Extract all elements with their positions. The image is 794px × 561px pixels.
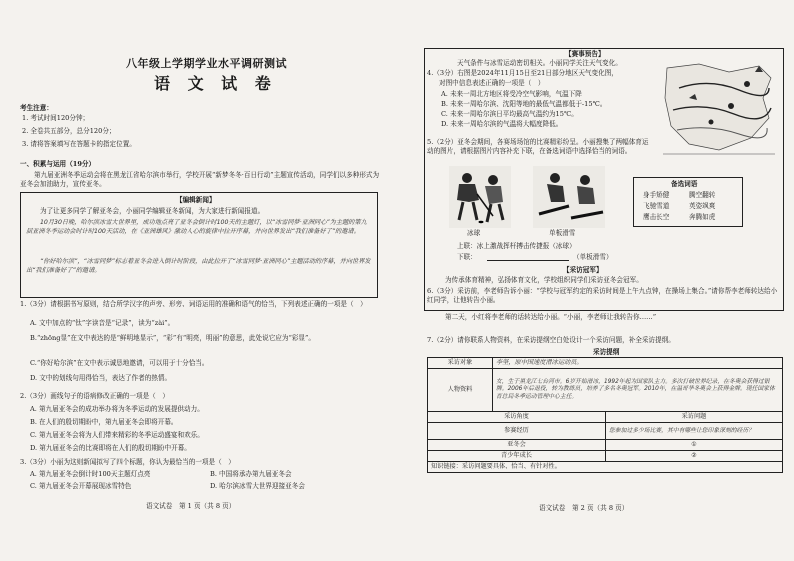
q4-option-d: D. 未来一周哈尔滨的气温将大幅度降低。 <box>441 120 563 128</box>
interview-lead: 为传承体育精神，弘扬体育文化，学校组织同学们采访亚冬会冠军。 <box>445 276 643 284</box>
q4-option-c: C. 未来一周哈尔滨日平均最高气温约为15℃。 <box>441 110 578 118</box>
question-6b: 第二天，小红将李老师的话转达给小丽。“小丽，李老师让我转告你……” <box>445 313 657 321</box>
question-1: 1.（3分）请根据书写原则，结合所学汉字的声旁、形旁、词语运用的准确和语气的恰当，下列表述正确的一项是（ ） <box>20 300 367 308</box>
q2-option-c: C. 第九届亚冬会将为人们带来精彩的冬季运动盛宴和欢乐。 <box>30 431 204 439</box>
obj-value: 李坚，原中国速度滑冰运动员。 <box>493 358 783 369</box>
q3-option-b: B. 中国将承办第九届亚冬会 <box>210 470 292 478</box>
bio-value: 女，生于黑龙江七台河市。6岁开始滑冰，1992年起为国家队主力。多次打破世界纪录，在冬奥会获得过银牌。2006年后退役，转为教练员，培养了多名冬奥冠军。2010年，在温哥华冬奥会上获得金牌。现任国家体育总局冬季运动管理中心主任。 <box>493 369 783 412</box>
row-1-question: 您参加过多少场比赛，其中有哪些让您印象深刻的经历？ <box>606 423 783 440</box>
couplet-lower-blank[interactable] <box>487 260 569 261</box>
obj-label: 采访对象 <box>428 358 493 369</box>
exam-subtitle: 语 文 试 卷 <box>154 74 277 93</box>
page-2-footer: 语文试卷 第 2 页（共 8 页） <box>539 504 629 512</box>
q4-option-b: B. 未来一周哈尔滨、沈阳等地的最低气温都低于-15℃。 <box>441 100 607 108</box>
table-row <box>428 369 783 412</box>
q1-option-c: C.“你好哈尔滨”在文中表示诚恳地邀请，可以用于十分恰当。 <box>30 359 209 367</box>
q3-option-c: C. 第九届亚冬会开幕展现冰雪特色 <box>30 482 132 490</box>
question-4: 4.（3分）右图是2024年11月15日至21日部分地区天气变化图， <box>427 69 618 77</box>
row-3-answer-slot[interactable]: ② <box>606 451 783 462</box>
question-header: 采访问题 <box>606 412 783 423</box>
knowledge-link: 知识链接：采访问题要具体、恰当、有针对性。 <box>428 462 783 473</box>
q1-option-d: D. 文中的划线句用得恰当，表达了作者的热情。 <box>30 374 172 382</box>
word-choice-title: 备选词语 <box>671 180 698 188</box>
interview-outline-table <box>427 357 783 473</box>
angle-header: 采访角度 <box>428 412 606 423</box>
news-paragraph-2: “你好哈尔滨”，“冰雪同梦”标志着亚冬会进入倒计时阶段，由此拉开了“冰雪同梦·亚洲同心”主题活动的序幕，并向世界发出“我们准备好了”的邀请。 <box>26 258 371 275</box>
table-row <box>428 423 783 440</box>
q1-option-a: A. 文中加点的“钛”字读音是“记录”，读为“zài”。 <box>30 319 175 327</box>
q2-option-d: D. 第九届亚冬会的比赛即将在人们的殷切期盼中开幕。 <box>30 444 191 452</box>
interview-title: 【采访冠军】 <box>563 266 603 274</box>
question-6: 6.（3分）采访前，李老师告诉小丽：“学校与冠军约定的采访时间是上午九点钟，在操场上集合。”请你帮李老师转达给小红同学，让他转告小丽。 <box>427 287 778 304</box>
exam-title: 八年级上学期学业水平调研测试 <box>126 57 287 70</box>
row-1-label: 参赛经历 <box>428 423 606 440</box>
right-page <box>397 0 794 561</box>
snowboard-image <box>533 166 605 228</box>
word-3: 飞驰雪道 <box>643 202 670 210</box>
ice-hockey-caption: 冰球 <box>467 229 481 237</box>
question-2: 2.（3分）画线句子的语病修改正确的一项是（ ） <box>20 392 169 400</box>
question-5: 5.（2分）亚冬会期间，各赛场场馆的比赛精彩纷呈。小丽搜集了两幅体育运动的图片，请根据图片内容补充下联，在备选词语中选择恰当的词语。 <box>427 138 649 155</box>
outline-title: 采访提纲 <box>593 348 620 356</box>
preview-intro: 天气条件与冰雪运动密切相关。小丽同学关注天气变化。 <box>457 59 622 67</box>
bio-label: 人物资料 <box>428 369 493 412</box>
table-row <box>428 358 783 369</box>
note-2: 2. 全卷共五部分，总分120分； <box>22 127 116 135</box>
table-row <box>428 451 783 462</box>
question-4b: 对图中信息表述正确的一项是（ ） <box>439 79 545 87</box>
q2-option-b: B. 在人们的殷切期盼中，第九届亚冬会即将开幕。 <box>30 418 178 426</box>
preview-box-title: 【赛事预告】 <box>565 50 605 58</box>
note-3: 3. 请将答案填写在答题卡的指定位置。 <box>22 140 136 148</box>
ice-hockey-image <box>449 166 511 228</box>
question-3: 3.（3分）小丽为这则新闻拟写了四个标题，你认为最恰当的一项是（ ） <box>20 458 235 466</box>
word-6: 奔腾如虎 <box>689 213 716 221</box>
table-row <box>428 462 783 473</box>
row-2-answer-slot[interactable]: ① <box>606 440 783 451</box>
word-2: 腾空翻转 <box>689 191 716 199</box>
q3-option-d: D. 哈尔滨冰雪大世界迎接亚冬会 <box>210 482 305 490</box>
q2-option-a: A. 第九届亚冬会的成功举办将为冬季运动的发展提供动力。 <box>30 405 204 413</box>
q4-option-a: A. 未来一周北方地区将受冷空气影响，气温下降 <box>441 90 582 98</box>
notes-title: 考生注意： <box>20 104 53 112</box>
weather-map-image <box>659 58 779 160</box>
couplet-upper: 上联：冰上激战挥杆搏击传捷报（冰球） <box>457 242 576 250</box>
word-4: 英姿飒爽 <box>689 202 716 210</box>
snowboard-caption: 单板滑雪 <box>549 229 576 237</box>
news-box-title: 【编辑新闻】 <box>176 196 216 204</box>
table-row <box>428 440 783 451</box>
row-3-label: 青少年成长 <box>428 451 606 462</box>
q1-option-b: B.“zhōng显”在文中表达的是“鲜明地显示”，“彩”有“明亮，明丽”的意思，此处说它应为“彩显”。 <box>30 334 315 342</box>
row-2-label: 亚冬会 <box>428 440 606 451</box>
couplet-lower-label: 下联： <box>457 253 477 261</box>
table-row <box>428 412 783 423</box>
news-paragraph-1: 10月30日晚，哈尔滨冰雪大世界里，成功地点亮了亚冬会倒计时100天的主题灯，以“冰雪同梦·亚洲同心”为主题的第九届亚洲冬季运动会时计时100天活动，在《亚洲雄风》激动人心的旋律中拉开序幕，并向世界发出“我们准备好了”的邀请。 <box>26 219 367 236</box>
page-1-footer: 语文试卷 第 1 页（共 8 页） <box>146 502 236 510</box>
note-1: 1. 考试时间120分钟； <box>22 114 90 122</box>
couplet-lower-hint: （单板滑雪） <box>573 253 613 261</box>
question-7: 7.（2分）请你联系人物资料，在采访提纲空白处设计一个采访问题，补全采访提纲。 <box>427 336 675 344</box>
word-5: 鹰击长空 <box>643 213 670 221</box>
intro-paragraph: 第九届亚洲冬季运动会将在黑龙江省哈尔滨市举行，学校开展“新梦冬冬·百日行动”主题宣传活动，同学们以多种形式为亚冬会加油助力，宣传亚冬。 <box>20 171 380 188</box>
q3-option-a: A. 第九届亚冬会倒计时100天主题灯点亮 <box>30 470 151 478</box>
section-1-title: 一、积累与运用（19分） <box>20 160 96 168</box>
word-1: 身手矫健 <box>643 191 670 199</box>
news-lead: 为了让更多同学了解亚冬会，小丽同学编辑亚冬新闻，为大家进行新闻报道。 <box>40 207 265 215</box>
